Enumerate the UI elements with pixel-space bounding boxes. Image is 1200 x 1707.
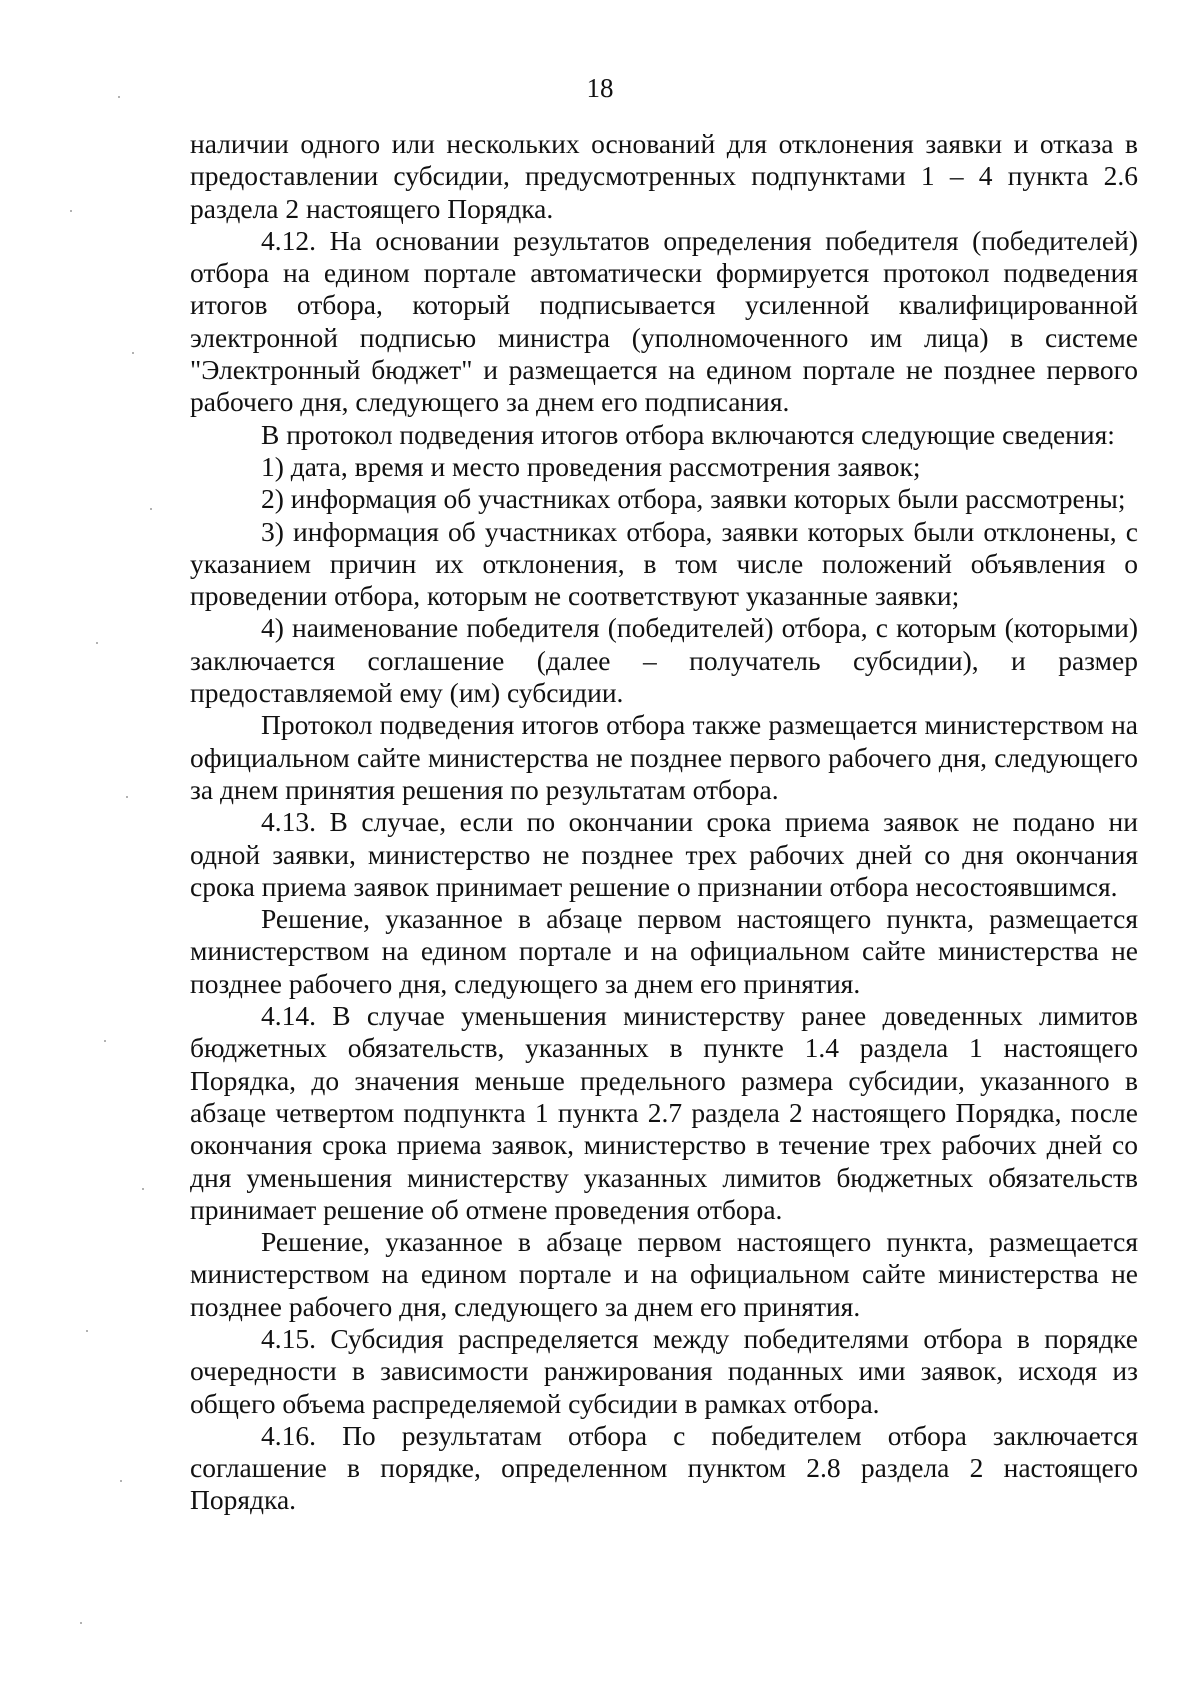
paragraph: Решение, указанное в абзаце первом настоящего пункта, размещается министерством на едином портале и на официальном сайте министерства не позднее рабочего дня, следующего за днем его принятия. xyxy=(190,1226,1138,1322)
paragraph: Протокол подведения итогов отбора также размещается министерством на официальном сайте министерства не позднее первого рабочего дня, следующего за днем принятия решения по результатам отбора. xyxy=(190,709,1138,805)
paragraph: 1) дата, время и место проведения рассмотрения заявок; xyxy=(261,450,921,482)
scan-speck xyxy=(70,210,72,212)
scan-speck xyxy=(150,508,152,510)
scan-speck xyxy=(132,352,134,354)
paragraph: 4.14. В случае уменьшения министерству ранее доведенных лимитов бюджетных обязательств, указанных в пункте 1.4 раздела 1 настоящего Порядка, до значения меньше предельного размера субсидии, указанного в абзаце четвертом подпункта 1 пункта 2.7 раздела 2 настоящего Порядка, после окончания срока приема заявок, министерство в течение трех рабочих дней со дня уменьшения министерству указанных лимитов бюджетных обязательств принимает решение об отмене проведения отбора. xyxy=(190,1000,1138,1225)
document-body xyxy=(190,128,1138,1517)
scan-speck xyxy=(86,1330,88,1332)
scan-speck xyxy=(142,1188,144,1190)
paragraph: 3) информация об участниках отбора, заявки которых были отклонены, с указанием причин их отклонения, в том числе положений объявления о проведении отбора, которым не соответствуют указанные заявки; xyxy=(190,515,1138,612)
paragraph: 4) наименование победителя (победителей) отбора, с которым (которыми) заключается соглашение (далее – получатель субсидии), и размер предоставляемой ему (им) субсидии. xyxy=(190,612,1138,709)
scan-speck xyxy=(120,1480,122,1482)
paragraph: Решение, указанное в абзаце первом настоящего пункта, размещается министерством на едином портале и на официальном сайте министерства не позднее рабочего дня, следующего за днем его принятия. xyxy=(190,903,1138,999)
scan-speck xyxy=(118,96,120,98)
page-number: 18 xyxy=(586,73,614,103)
paragraph: 4.16. По результатам отбора с победителем отбора заключается соглашение в порядке, определенном пунктом 2.8 раздела 2 настоящего Порядка. xyxy=(190,1419,1138,1516)
paragraph: 2) информация об участниках отбора, заявки которых были рассмотрены; xyxy=(261,483,1126,515)
paragraph: 4.13. В случае, если по окончании срока приема заявок не подано ни одной заявки, министерство не позднее трех рабочих дней со дня окончания срока приема заявок принимает решение о признании отбора несостоявшимся. xyxy=(190,806,1138,902)
scan-speck xyxy=(96,642,98,644)
scan-speck xyxy=(126,796,128,798)
scan-speck xyxy=(104,1040,106,1042)
scan-speck xyxy=(80,1622,82,1624)
paragraph: 4.12. На основании результатов определения победителя (победителей) отбора на едином портале автоматически формируется протокол подведения итогов отбора, который подписывается усиленной квалифицированной электронной подписью министра (уполномоченного им лица) в системе "Электронный бюджет" и размещается на едином портале не позднее первого рабочего дня, следующего за днем его подписания. xyxy=(190,224,1138,418)
paragraph: 4.15. Субсидия распределяется между победителями отбора в порядке очередности в зависимости ранжирования поданных ими заявок, исходя из общего объема распределяемой субсидии в рамках отбора. xyxy=(190,1322,1138,1419)
paragraph: В протокол подведения итогов отбора включаются следующие сведения: xyxy=(261,418,1115,450)
paragraph: наличии одного или нескольких оснований для отклонения заявки и отказа в предоставлении субсидии, предусмотренных подпунктами 1 – 4 пункта 2.6 раздела 2 настоящего Порядка. xyxy=(190,128,1138,224)
